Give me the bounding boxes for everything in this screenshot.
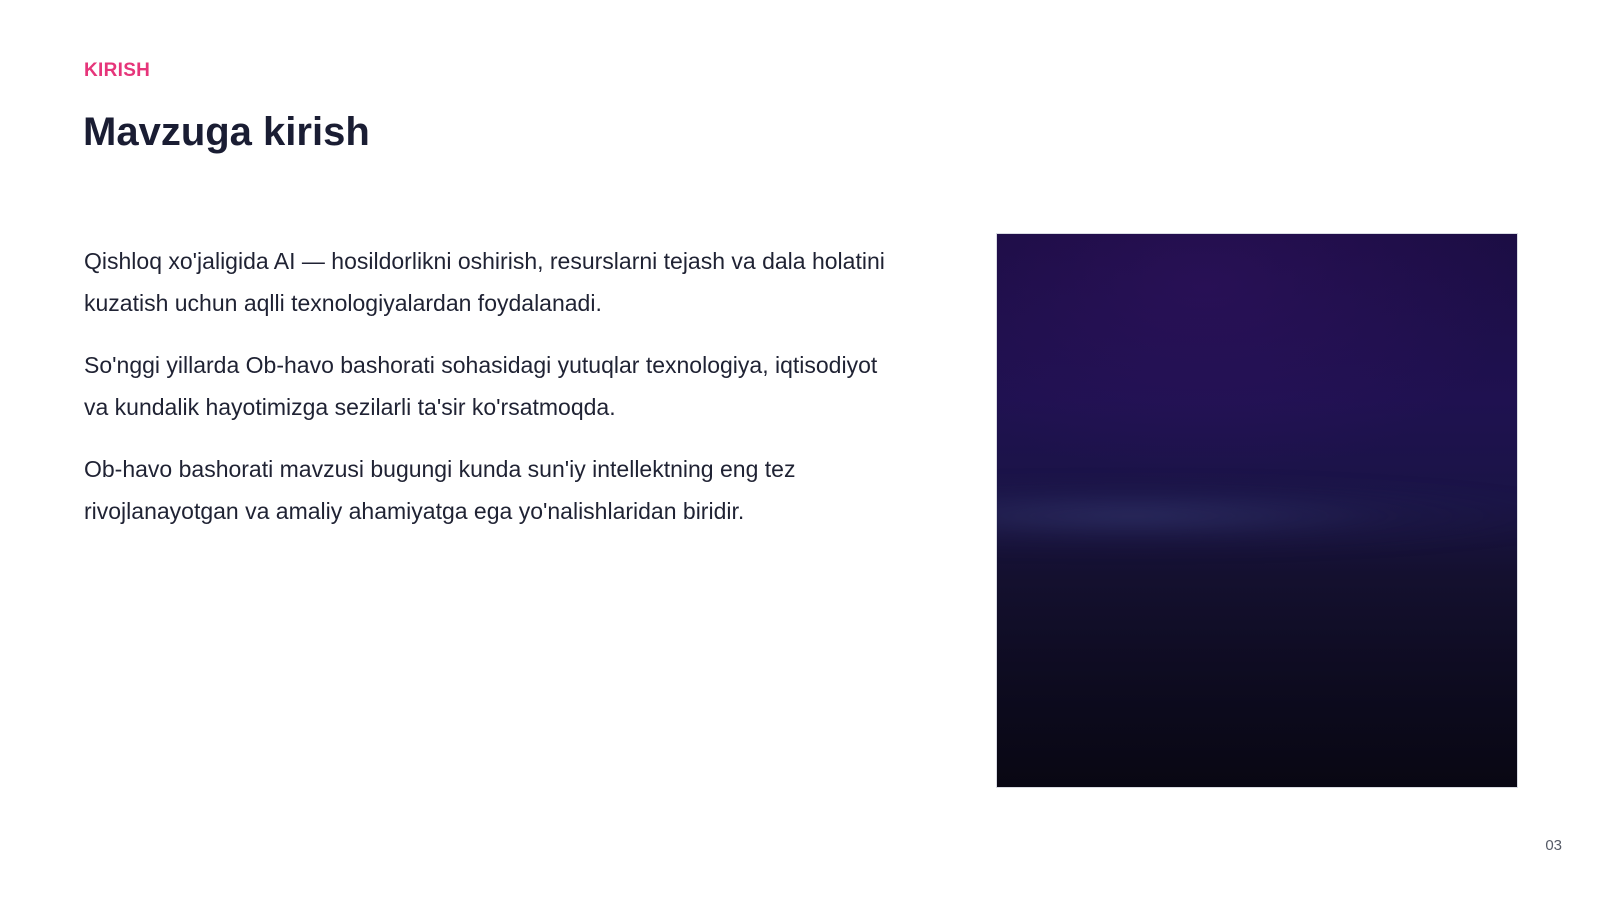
paragraph: Qishloq xo'jaligida AI — hosildorlikni oshirish, resurslarni tejash va dala holatini kuzatish uchun aqlli texnologiyalardan foydalanadi.	[84, 248, 885, 316]
paragraph: So'nggi yillarda Ob-havo bashorati sohasidagi yutuqlar texnologiya, iqtisodiyot va kundalik hayotimizga sezilarli ta'sir ko'rsatmoqda.	[84, 352, 878, 420]
illustration-image	[996, 233, 1518, 788]
section-label: KIRISH	[84, 60, 151, 81]
page-number: 03	[1545, 837, 1562, 854]
page-title: Mavzuga kirish	[83, 110, 370, 154]
body-text	[84, 240, 904, 552]
image-glow	[996, 477, 1518, 554]
image-haze	[997, 234, 1517, 483]
paragraph: Ob-havo bashorati mavzusi bugungi kunda sun'iy intellektning eng tez rivojlanayotgan va amaliy ahamiyatga ega yo'nalishlaridan biridir.	[84, 456, 796, 524]
